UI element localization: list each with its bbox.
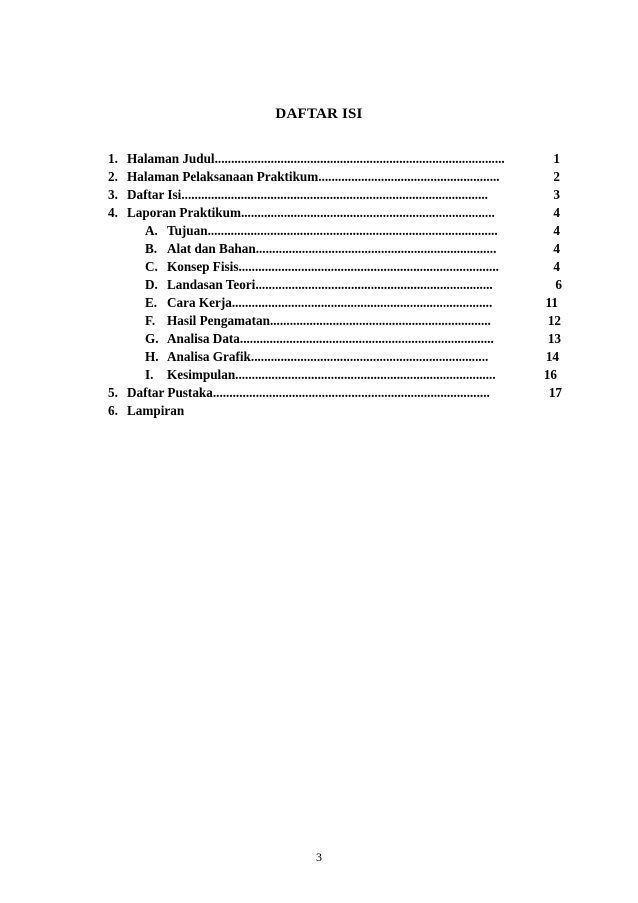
toc-entry	[145, 294, 558, 312]
toc-entry-leader-dots: .............................................................................	[239, 331, 494, 346]
toc-entry-page: 2	[553, 169, 560, 184]
toc-entry	[108, 150, 560, 168]
toc-entry-leader-dots: ...............................................................................	[231, 295, 493, 310]
toc-entry-leader-dots: ........................................................................	[250, 349, 489, 364]
toc-entry-page: 13	[547, 331, 561, 346]
toc-entry-number: D.	[145, 277, 158, 292]
toc-entry-label: Daftar Isi	[127, 187, 182, 202]
toc-entry-leader-dots: ........................................................................................	[214, 151, 505, 166]
toc-entry	[108, 168, 560, 186]
toc-entry-leader-dots: ...............................................................................	[238, 259, 499, 274]
toc-entry	[108, 402, 562, 420]
toc-entry-number: 4.	[108, 205, 118, 220]
toc-entry	[145, 348, 559, 366]
toc-entry	[145, 366, 557, 384]
toc-entry-leader-dots: ........................................................................	[255, 277, 493, 292]
toc-entry-leader-dots: ...................................................................	[269, 313, 491, 328]
toc-entry-label: Analisa Grafik	[167, 349, 251, 364]
toc-entry	[145, 276, 562, 294]
toc-entry-page: 4	[553, 241, 560, 256]
toc-entry	[108, 186, 560, 204]
toc-entry-leader-dots: ...............................................................................	[235, 367, 496, 382]
toc-entry-number: 1.	[108, 151, 118, 166]
toc-entry-page: 4	[553, 259, 560, 274]
toc-entry-number: E.	[145, 295, 158, 310]
toc-entry-page: 3	[553, 187, 560, 202]
toc-entry-number: A.	[145, 223, 158, 238]
toc-entry	[145, 222, 560, 240]
toc-entry-label: Alat dan Bahan	[167, 241, 256, 256]
toc-entry-page: 14	[545, 349, 559, 364]
toc-entry-number: I.	[145, 367, 154, 382]
toc-entry-number: G.	[145, 331, 159, 346]
toc-entry-leader-dots: ........................................................................................	[207, 223, 498, 238]
toc-entry-leader-dots: .......................................................	[318, 169, 500, 184]
toc-entry-label: Halaman Pelaksanaan Praktikum	[127, 169, 319, 184]
toc-entry-label: Daftar Pustaka	[127, 385, 213, 400]
toc-entry-page: 4	[553, 223, 560, 238]
toc-entry-label: Lampiran	[127, 403, 185, 418]
toc-entry	[145, 240, 560, 258]
toc-entry-label: Landasan Teori	[167, 277, 256, 292]
toc-entry-page: 16	[543, 367, 557, 382]
toc-entry-label: Laporan Praktikum	[127, 205, 241, 220]
toc-entry-page: 6	[555, 277, 562, 292]
toc-entry-label: Cara Kerja	[167, 295, 232, 310]
toc-entry-leader-dots: .............................................................................................	[181, 187, 488, 202]
toc-entry-number: H.	[145, 349, 159, 364]
toc-entry-number: 6.	[108, 403, 118, 418]
toc-entry-page: 12	[547, 313, 561, 328]
toc-entry-number: C.	[145, 259, 158, 274]
toc-entry-number: 2.	[108, 169, 118, 184]
toc-entry-leader-dots: ....................................................................................	[212, 385, 490, 400]
toc-entry-leader-dots: .........................................................................	[255, 241, 497, 256]
toc-entry-label: Analisa Data	[167, 331, 240, 346]
toc-entry-label: Kesimpulan	[167, 367, 236, 382]
toc-entry	[108, 204, 560, 222]
page-title: DAFTAR ISI	[275, 106, 363, 122]
toc-entry-label: Konsep Fisis	[167, 259, 239, 274]
toc-entry-label: Hasil Pengamatan	[167, 313, 270, 328]
page-number: 3	[316, 850, 322, 864]
toc-entry-label: Halaman Judul	[127, 151, 215, 166]
toc-entry-number: 3.	[108, 187, 118, 202]
toc-entry	[145, 330, 561, 348]
toc-entry-number: 5.	[108, 385, 118, 400]
toc-entry-page: 17	[548, 385, 562, 400]
toc-entry-page: 4	[553, 205, 560, 220]
toc-entry-page: 11	[545, 295, 558, 310]
toc-entry	[145, 258, 560, 276]
toc-entry-page: 1	[553, 151, 560, 166]
toc-entry-number: F.	[145, 313, 156, 328]
toc-entry-number: B.	[145, 241, 158, 256]
toc-entry	[108, 384, 562, 402]
toc-entry-leader-dots: .............................................................................	[240, 205, 495, 220]
toc-entry	[145, 312, 561, 330]
toc-entry-label: Tujuan	[167, 223, 208, 238]
